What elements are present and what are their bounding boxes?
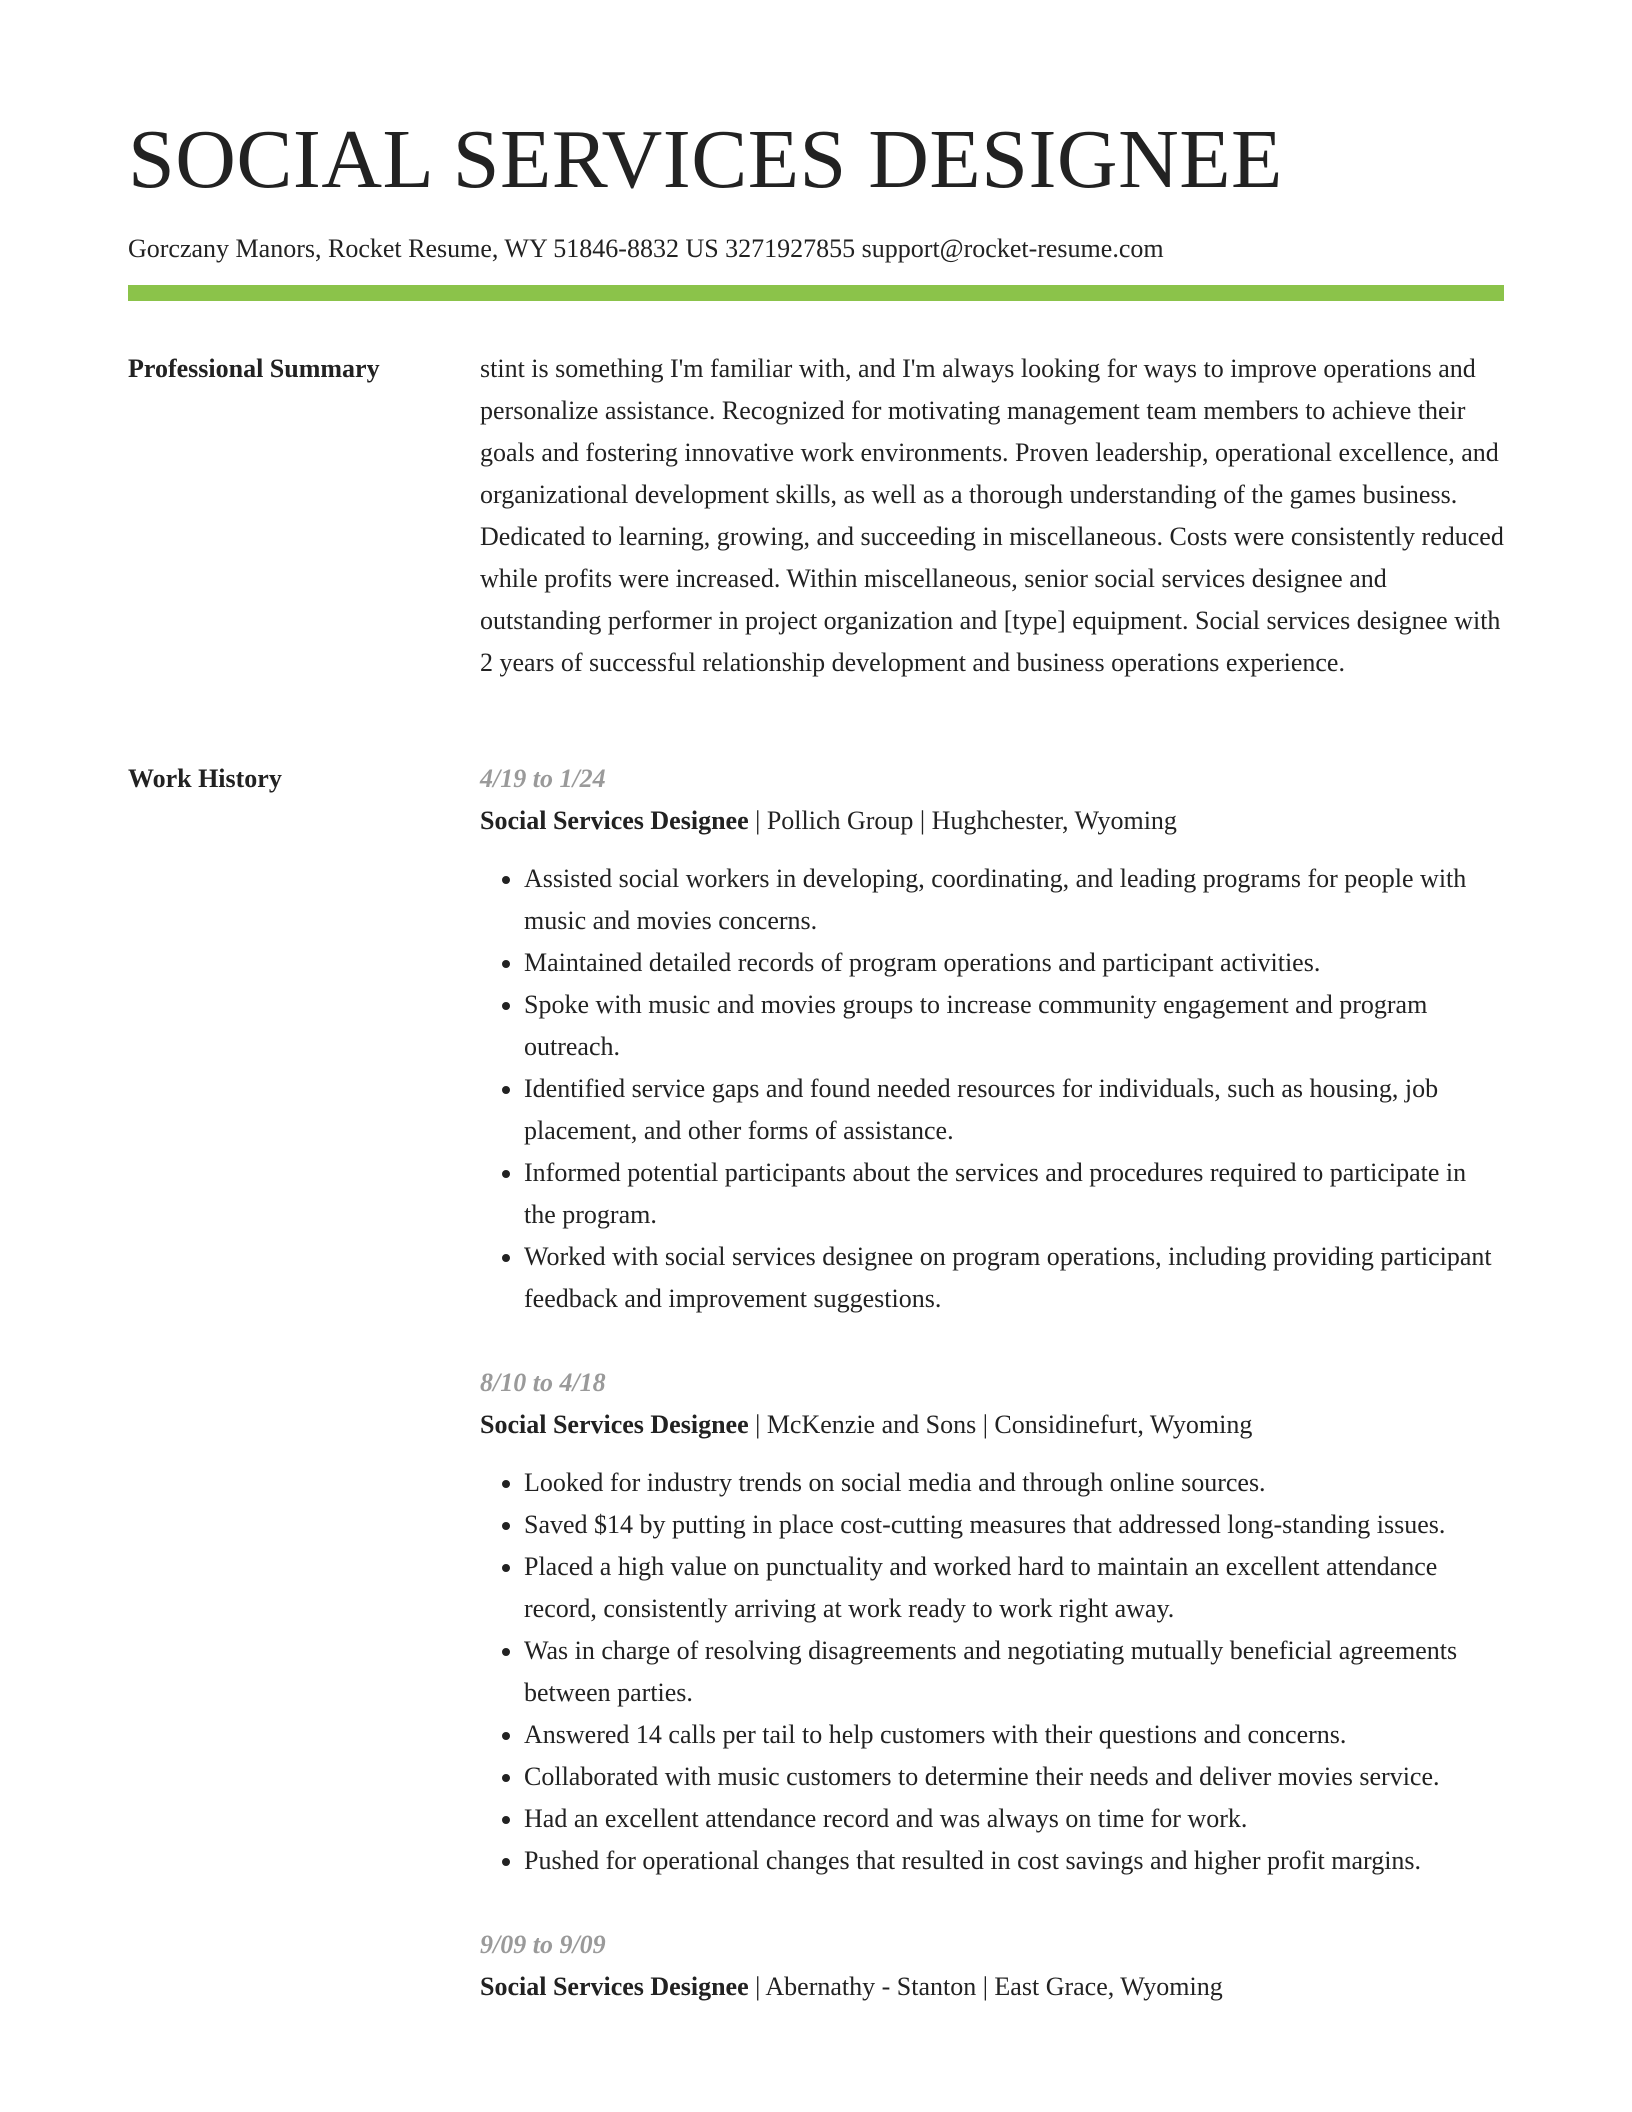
job-title: Social Services Designee	[480, 806, 749, 835]
job-heading	[480, 1404, 1504, 1446]
job-heading	[480, 1966, 1504, 2008]
work-history-label: Work History	[128, 764, 282, 793]
job-entry	[480, 1924, 1504, 2008]
summary-body	[480, 348, 1504, 684]
job-bullet: • Placed a high value on punctuality and worked hard to maintain an excellent attendance record, consistently arriving at work ready to work right away.	[524, 1546, 1504, 1630]
job-bullet: • Saved $14 by putting in place cost-cutting measures that addressed long-standing issues.	[524, 1504, 1504, 1546]
job-dates: 4/19 to 1/24	[480, 764, 606, 793]
job-title: Social Services Designee	[480, 1410, 749, 1439]
job-bullet: • Had an excellent attendance record and was always on time for work.	[524, 1798, 1504, 1840]
job-bullet: • Was in charge of resolving disagreements and negotiating mutually beneficial agreements between parties.	[524, 1630, 1504, 1714]
job-employer-location: | Abernathy - Stanton | East Grace, Wyoming	[748, 1972, 1223, 2001]
job-entry	[480, 758, 1504, 1320]
job-bullet: • Spoke with music and movies groups to increase community engagement and program outreach.	[524, 984, 1504, 1068]
job-bullet: • Worked with social services designee on program operations, including providing participant feedback and improvement suggestions.	[524, 1236, 1504, 1320]
job-bullet: • Looked for industry trends on social media and through online sources.	[524, 1462, 1504, 1504]
summary-label: Professional Summary	[128, 354, 380, 383]
job-bullet: • Identified service gaps and found needed resources for individuals, such as housing, job placement, and other forms of assistance.	[524, 1068, 1504, 1152]
job-employer-location: | McKenzie and Sons | Considinefurt, Wyoming	[748, 1410, 1253, 1439]
resume-name: SOCIAL SERVICES DESIGNEE	[128, 113, 1283, 206]
job-bullet: • Informed potential participants about the services and procedures required to participate in the program.	[524, 1152, 1504, 1236]
job-employer-location: | Pollich Group | Hughchester, Wyoming	[748, 806, 1177, 835]
job-title: Social Services Designee	[480, 1972, 749, 2001]
job-bullet: • Assisted social workers in developing, coordinating, and leading programs for people with music and movies concerns.	[524, 858, 1504, 942]
header-divider	[128, 285, 1504, 301]
job-bullet-list	[480, 1462, 1504, 1882]
job-bullet: • Pushed for operational changes that resulted in cost savings and higher profit margins.	[524, 1840, 1504, 1882]
job-heading	[480, 800, 1504, 842]
job-dates: 8/10 to 4/18	[480, 1368, 606, 1397]
job-bullet: • Answered 14 calls per tail to help customers with their questions and concerns.	[524, 1714, 1504, 1756]
contact-info: Gorczany Manors, Rocket Resume, WY 51846-8832 US 3271927855 support@rocket-resume.com	[128, 234, 1164, 263]
work-history-body	[480, 758, 1504, 2050]
job-bullet: • Collaborated with music customers to determine their needs and deliver movies service.	[524, 1756, 1504, 1798]
job-dates: 9/09 to 9/09	[480, 1930, 606, 1959]
job-bullet: • Maintained detailed records of program operations and participant activities.	[524, 942, 1504, 984]
summary-text: stint is something I'm familiar with, and I'm always looking for ways to improve operations and personalize assistance. Recognized for motivating management team members to achieve their goals and fostering innovative work environments. Proven leadership, operational excellence, and organizational development skills, as well as a thorough understanding of the games business. Dedicated to learning, growing, and succeeding in miscellaneous. Costs were consistently reduced while profits were increased. Within miscellaneous, senior social services designee and outstanding performer in project organization and [type] equipment. Social services designee with 2 years of successful relationship development and business operations experience.	[480, 354, 1504, 677]
job-bullet-list	[480, 858, 1504, 1320]
job-entry	[480, 1362, 1504, 1882]
